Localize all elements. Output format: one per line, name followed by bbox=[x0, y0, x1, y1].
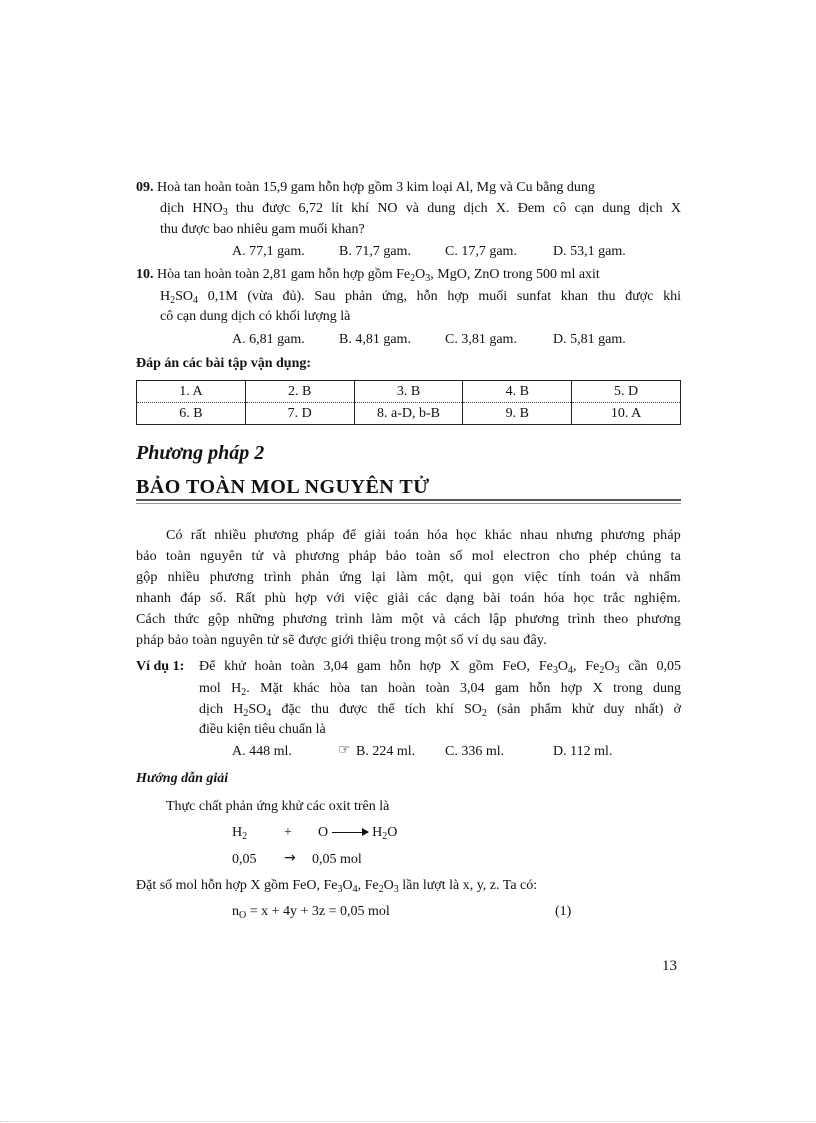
example-1-option-a: A. 448 ml. bbox=[232, 744, 292, 759]
question-10-line3: cô cạn dung dịch có khối lượng là bbox=[160, 309, 351, 324]
question-10-line1: 10. Hòa tan hoàn toàn 2,81 gam hỗn hợp gồm $Fe_2O_3$, MgO, ZnO trong 500 ml axit bbox=[136, 267, 600, 284]
intro-line-1: Có rất nhiều phương pháp để giải toán hóa học khác nhau nhưng phương pháp bbox=[166, 528, 681, 543]
example-1-line3: dịch $H_2SO_4$ đặc thu được thể tích khí $SO_2$ (sản phẩm khử duy nhất) ở bbox=[199, 702, 682, 719]
answer-cell: 8. a-D, b-B bbox=[354, 403, 463, 425]
example-1-line1: Để khử hoàn toàn 3,04 gam hỗn hợp X gồm FeO, $Fe_3O_4$, $Fe_2O_3$ cần 0,05 bbox=[199, 659, 682, 676]
question-10-option-d: D. 5,81 gam. bbox=[553, 332, 626, 347]
method-title: BẢO TOÀN MOL NGUYÊN TỬ bbox=[136, 476, 430, 498]
question-09-option-a: A. 77,1 gam. bbox=[232, 244, 305, 259]
question-09-option-c: C. 17,7 gam. bbox=[445, 244, 517, 259]
solution-set-line: Đặt số mol hỗn hợp X gồm FeO, $Fe_3O_4$, $Fe_2O_3$ lần lượt là x, y, z. Ta có: bbox=[136, 878, 538, 895]
example-1-option-b: B. 224 ml. bbox=[356, 744, 416, 759]
page-bottom-edge bbox=[0, 1121, 816, 1122]
method-label: Phương pháp 2 bbox=[136, 442, 265, 464]
solution-heading: Hướng dẫn giải bbox=[136, 771, 229, 786]
question-10-number: 10. bbox=[136, 267, 154, 282]
example-1-option-c: C. 336 ml. bbox=[445, 744, 505, 759]
question-10-option-c: C. 3,81 gam. bbox=[445, 332, 517, 347]
example-1-line4: điều kiện tiêu chuẩn là bbox=[199, 722, 326, 737]
answer-cell: 6. B bbox=[137, 403, 246, 425]
answer-cell: 7. D bbox=[245, 403, 354, 425]
page-number: 13 bbox=[662, 958, 677, 974]
question-10-line2: $H_2SO_4$ 0,1M (vừa đủ). Sau phản ứng, hỗn hợp muối sunfat khan thu được khi bbox=[160, 289, 681, 306]
equation-1-tag: (1) bbox=[555, 904, 572, 919]
intro-line-3: gộp nhiều phương trình phản ứng lại làm một, qui gọn việc tính toán và nhẩm bbox=[136, 570, 681, 585]
answer-row-1 bbox=[137, 381, 681, 403]
example-1-line2: mol $H_2$. Mặt khác hòa tan hoàn toàn 3,04 gam hỗn hợp X trong dung bbox=[199, 681, 681, 698]
question-09-option-b: B. 71,7 gam. bbox=[339, 244, 411, 259]
equation-1: $n_O = x + 4y + 3z = 0,05$ mol bbox=[232, 904, 390, 921]
question-09-option-d: D. 53,1 gam. bbox=[553, 244, 626, 259]
equation-reactant-o: O $H_2O$ bbox=[318, 825, 398, 842]
answer-table bbox=[136, 380, 681, 425]
answer-cell: 2. B bbox=[245, 381, 354, 403]
equation-reactant-h2: $H_2$ bbox=[232, 825, 248, 842]
intro-line-6: pháp bảo toàn nguyên tử sẽ được giới thiệu trong một số ví dụ sau đây. bbox=[136, 633, 547, 648]
title-underline bbox=[136, 499, 681, 501]
right-arrow-icon: → bbox=[284, 850, 296, 866]
intro-line-4: nhanh đáp số. Rất phù hợp với việc giải các dạng bài toán hóa học trắc nghiệm. bbox=[136, 591, 681, 606]
answer-cell: 10. A bbox=[610, 405, 642, 421]
answers-heading: Đáp án các bài tập vận dụng: bbox=[136, 356, 312, 371]
example-1-option-d: D. 112 ml. bbox=[553, 744, 613, 759]
example-1-label: Ví dụ 1: bbox=[136, 659, 185, 674]
pointing-hand-icon: ☞ bbox=[338, 742, 351, 758]
question-09-text: Hoà tan hoàn toàn 15,9 gam hỗn hợp gồm 3 kim loại Al, Mg và Cu bằng dung bbox=[157, 180, 595, 195]
title-underline-thin bbox=[136, 503, 681, 504]
answer-cell: 3. B bbox=[354, 381, 463, 403]
answer-cell: 4. B bbox=[463, 381, 572, 403]
intro-line-5: Cách thức gộp những phương trình làm một và cách lập phương trình theo phương bbox=[136, 612, 681, 627]
solution-line-1: Thực chất phản ứng khử các oxit trên là bbox=[166, 799, 390, 814]
question-10-option-a: A. 6,81 gam. bbox=[232, 332, 305, 347]
mol-right: 0,05 mol bbox=[312, 852, 362, 867]
question-09-number: 09. bbox=[136, 180, 154, 195]
question-09-line2: dịch $HNO_3$ thu được 6,72 lít khí NO và dung dịch X. Đem cô cạn dung dịch X bbox=[160, 201, 681, 218]
answer-cell: 5. D bbox=[572, 381, 681, 403]
question-10-option-b: B. 4,81 gam. bbox=[339, 332, 411, 347]
answer-row-2 bbox=[137, 403, 681, 425]
equation-plus: + bbox=[284, 825, 292, 840]
mol-left: 0,05 bbox=[232, 852, 257, 867]
question-09-line1 bbox=[136, 178, 681, 198]
answer-cell: 1. A bbox=[137, 381, 246, 403]
reaction-arrow-icon bbox=[332, 832, 368, 833]
intro-line-2: bảo toàn nguyên tử và phương pháp bảo toàn số mol electron cho phép chúng ta bbox=[136, 549, 681, 564]
question-09-line3: thu được bao nhiêu gam muối khan? bbox=[160, 222, 365, 237]
answer-cell: 9. B bbox=[463, 403, 572, 425]
